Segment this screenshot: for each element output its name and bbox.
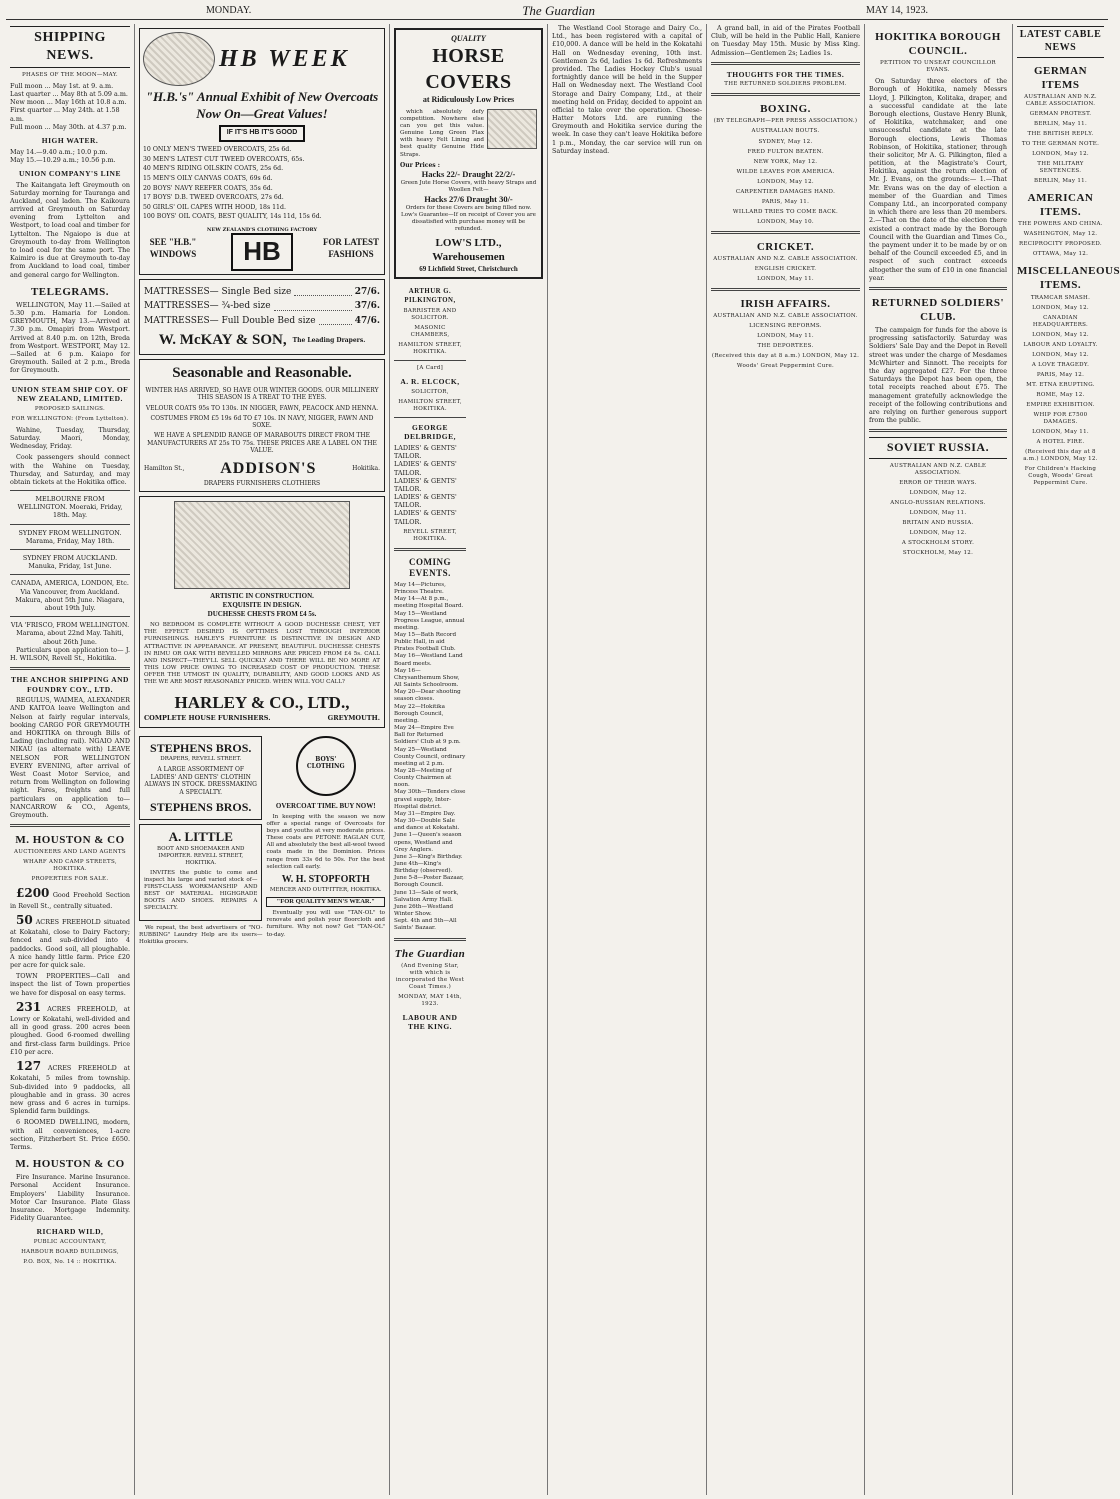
thoughts-sub: THE RETURNED SOLDIERS PROBLEM. bbox=[724, 81, 847, 88]
military-heading: THE MILITARY SENTENCES. bbox=[1037, 160, 1084, 174]
event-item: May 30—Double Sale and dance at Kokatahi. bbox=[394, 818, 460, 832]
phases-heading: PHASES OF THE MOON—MAY. bbox=[22, 71, 118, 78]
highwater-line: May 15.—10.29 a.m.; 10.56 p.m. bbox=[10, 155, 116, 164]
property-text: Good Freehold Section in Revell St., centrally situated. bbox=[10, 891, 130, 910]
anchor-text: REGULUS, WAIMEA, ALEXANDER AND KAITOA leave Wellington and Nelson at fairly regular intervals, booking CARGO FOR GREYMOUTH and HOKITIKA on through Bills of Lading (including rail). NGAIO AND NIKAU (as alternate with) LEAVE NELSON FOR WELLINGTON EVERY EVENING, after arrival of West Coast Motor Service, and return from Wellington on following night. Fares, freights and full particulars on application to— NANCARROW & CO., Agents, Greymouth. bbox=[10, 696, 130, 819]
wild-subheading: PUBLIC ACCOUNTANT, bbox=[33, 1238, 107, 1245]
column-shipping bbox=[6, 24, 134, 1495]
pilkington-chambers: MASONIC CHAMBERS, bbox=[410, 324, 450, 338]
boys-text: In keeping with the season we now offer a special range of Overcoats for boys and youths at very moderate prices. These coats are PETONE RAGLAN CUT, All and absolutely the best all-wool tweed coats made in the Dominion. Prices range from 33s 6d to 50s. For the best selection call early. bbox=[266, 813, 385, 870]
auckland-sailing: SYDNEY FROM AUCKLAND. Manuka, Friday, 1st June. bbox=[22, 554, 118, 571]
season-heading: Seasonable and Reasonable. bbox=[172, 365, 352, 382]
soviet-sub: AUSTRALIAN AND N.Z. CABLE ASSOCIATION. bbox=[889, 462, 987, 476]
masthead-title: The Guardian bbox=[522, 3, 596, 19]
houston-address: WHARF AND CAMP STREETS, HOKITIKA. bbox=[23, 859, 117, 873]
mattress-price: 27/6. bbox=[354, 286, 380, 297]
tragedy-sub: PARIS, May 12. bbox=[1036, 371, 1085, 378]
carpentier-sub: PARIS, May 11. bbox=[761, 198, 810, 205]
stopforth-ad bbox=[266, 732, 385, 950]
labour-king-heading: LABOUR AND THE KING. bbox=[402, 1012, 458, 1032]
labour-loyalty-heading: LABOUR AND LOYALTY. bbox=[1023, 341, 1098, 348]
horse-low-prices: at Ridiculously Low Prices bbox=[422, 95, 515, 105]
event-item: June 1—Queen's season opens, Westland and Grey Anglers. bbox=[394, 832, 462, 853]
event-item: May 24—Empire Eve Ball for Returned Soldiers' Club at 9 p.m. bbox=[394, 725, 461, 746]
carpentier-heading: CARPENTIER DAMAGES HAND. bbox=[735, 188, 836, 195]
phase-line: Full moon ... May 1st. at 9. a.m. bbox=[10, 81, 114, 90]
addison-right: Hokitika. bbox=[352, 465, 380, 473]
coat-item: 10 ONLY MEN'S TWEED OVERCOATS, 25s 6d. bbox=[143, 146, 292, 154]
mattress-ad bbox=[139, 279, 385, 356]
frisco-sailing: VIA 'FRISCO, FROM WELLINGTON. Marama, about 22nd May. Tahiti, about 26th June. bbox=[10, 621, 130, 646]
pilkington-name: ARTHUR G. PILKINGTON, bbox=[404, 288, 456, 305]
cable-heading: LATEST CABLE NEWS bbox=[1017, 26, 1104, 58]
property-text: TOWN PROPERTIES—Call and inspect the list of Town properties we have for disposal on easy terms. bbox=[10, 972, 130, 997]
tragedy-heading: A LOVE TRAGEDY. bbox=[1031, 361, 1090, 368]
velour-text: VELOUR COATS 95s TO 130s. IN NIGGER, FAWN, PEACOCK AND HENNA. bbox=[145, 405, 379, 412]
cough-cure: For Children's Hacking Cough, Woods' Great Peppermint Cure. bbox=[1024, 466, 1097, 487]
column-five bbox=[707, 24, 864, 1495]
english-cricket-sub: LONDON, May 11. bbox=[757, 275, 814, 282]
rsa-body: The campaign for funds for the above is progressing satisfactorily. Saturday was Soldiers' Sale Day and the Depot in Revell street was under the charge of Mesdames McWhirter and Sinnott. The receipts for the day aggregated £27. For the three Saturdays the Depot has been open, the total receipts reached about £75. The management gratefully acknowledge the receipt of the following contributions and are relying on further generous support from the public. bbox=[869, 326, 1007, 425]
mattress-price: 37/6. bbox=[354, 301, 380, 312]
hb-nz-label: NEW ZEALAND'S CLOTHING FACTORY bbox=[206, 227, 318, 234]
column-four bbox=[548, 24, 706, 1495]
hb-ad bbox=[139, 28, 385, 275]
little-text: INVITES the public to come and inspect his large and varied stock of— FIRST-CLASS WORKMANSHIP AND BEST OF MATERIAL. HIGHGRADE BOOTS AND SHOES. REPAIRS A SPECIALTY. bbox=[144, 869, 258, 912]
phase-line: New moon ... May 16th at 10.8 a.m. bbox=[10, 98, 127, 107]
horse-hacks-2: Hacks 27/6 Draught 30/- bbox=[424, 194, 513, 205]
harley-exquisite: EXQUISITE IN DESIGN. bbox=[222, 601, 302, 610]
event-item: May 25—Westland County Council, ordinary meeting at 2 p.m. bbox=[394, 746, 466, 767]
tailor-line: LADIES' & GENTS' TAILOR. bbox=[394, 509, 457, 526]
property-price: 127 bbox=[16, 1059, 42, 1074]
hotel-sub: (Received this day at 8 a.m.) LONDON, May 12. bbox=[1023, 449, 1098, 463]
union-text: The Kaitangata left Greymouth on Saturday morning for Tauranga and Auckland, coal laden. The Kaikoura arrived at Greymouth on Saturday evening from Lyttelton and Westport, to load coal and timber for Lyttelton. The Ngaiopo is due at Greymouth to-day from Wellington to load coal for the same port. The Kaimiro is due at Greymouth to-day from Auckland to load coal, timber and general cargo for Wellington. bbox=[10, 180, 130, 279]
wild-building: HARBOUR BOARD BUILDINGS, bbox=[21, 1248, 119, 1255]
highwater-line: May 14.—9.40 a.m.; 10.0 p.m. bbox=[10, 147, 108, 156]
property-text: 6 ROOMED DWELLING, modern, with all conveniences, 1-acre section, Fitzherbert St. Price £650. Terms. bbox=[10, 1118, 130, 1151]
irish-heading: IRISH AFFAIRS. bbox=[740, 297, 831, 310]
hotel-heading: A HOTEL FIRE. bbox=[1036, 438, 1085, 445]
tailor-line: LADIES' & GENTS' TAILOR. bbox=[394, 443, 457, 461]
card-label: [A Card] bbox=[416, 365, 444, 372]
guardian-date: MONDAY, MAY 14th, 1923. bbox=[398, 993, 462, 1007]
coming-events-heading: COMING EVENTS. bbox=[409, 556, 451, 579]
uss-heading: UNION STEAM SHIP COY. OF NEW ZEALAND, LIMITED. bbox=[11, 384, 129, 404]
masthead-day: MONDAY. bbox=[206, 5, 252, 17]
licensing-heading: LICENSING REFORMS. bbox=[749, 323, 822, 330]
little-footnote: We repeat, the best advertisers of "NO-RUBBING" Laundry Help are its users—Hokitika grocers. bbox=[139, 924, 263, 945]
empire-sub: LONDON, May 11. bbox=[1032, 428, 1089, 435]
boxing-sydney: SYDNEY, May 12. bbox=[758, 138, 813, 145]
sydney-sailing: SYDNEY FROM WELLINGTON. Marama, Friday, May 18th. bbox=[18, 528, 122, 545]
irish-sub: AUSTRALIAN AND N.Z. CABLE ASSOCIATION. bbox=[713, 313, 858, 320]
coat-item: 20 BOYS' NAVY REEFER COATS, 35s 6d. bbox=[143, 184, 273, 192]
willard-sub: LONDON, May 10. bbox=[757, 218, 814, 225]
phase-line: Last quarter ... May 8th at 5.09 a.m. bbox=[10, 90, 128, 99]
property-price: 231 bbox=[16, 999, 42, 1014]
boys-badge-label: BOYS' CLOTHING bbox=[306, 755, 345, 771]
column-three-body bbox=[470, 283, 543, 1034]
highwater-heading: HIGH WATER. bbox=[41, 135, 99, 145]
powers-heading: THE POWERS AND CHINA. bbox=[1018, 221, 1103, 228]
wild-address: P.O. BOX, No. 14 :: HOKITIKA. bbox=[23, 1258, 117, 1265]
property-text: ACRES FREEHOLD at Kokatahi, 5 miles from township. Sub-divided into 9 paddocks, all ploughable and in grass. 30 acres new grass and 6 acres in turnips. Splendid farm buildings. bbox=[10, 1064, 130, 1116]
thoughts-heading: THOUGHTS FOR THE TIMES. bbox=[726, 69, 845, 79]
stopforth-slogan: "FOR QUALITY MEN'S WEAR." bbox=[266, 897, 385, 907]
reciprocity-sub: OTTAWA, May 12. bbox=[1032, 251, 1089, 258]
event-item: May 30th—Tenders close gravel supply, Inter-Hospital district. bbox=[394, 789, 466, 810]
property-text: ACRES FREEHOLD situated at Kokatahi, close to Dairy Factory; fenced and sub-divided into 4 paddocks. Good soil, all ploughable. A nice handy little farm. Price £20 per acre for quick sale. bbox=[10, 917, 130, 969]
tailor-line: LADIES' & GENTS' TAILOR. bbox=[394, 476, 457, 493]
horse-image bbox=[487, 109, 537, 149]
property-text: ACRES FREEHOLD, at Lowry or Kokatahi, well-divided and all in good grass. 200 acres been ploughed. Good 6-roomed dwelling and first-class farm buildings. Price £10 per acre. bbox=[10, 1004, 130, 1056]
column-three bbox=[390, 24, 547, 1495]
misc-heading: MISCELLANEOUS ITEMS. bbox=[1017, 265, 1120, 292]
guardian-body: The Westland Cool Storage and Dairy Co., Ltd., has been registered with a capital of £10,000. A dance will be held in the Kokatahi Hall on Wednesday evening, 10th inst. Gentlemen 2s 6d, ladies 1s 6d. Refreshments provided. The Ladies Hockey Club's usual fortnightly dance will be held in the Supper Hall on Wednesday next. The Westland Cool Storage and Dairy Company, Ltd., at their meeting held on Friday, decided to appoint an official to take over the operation. Cheese-Hatter Motors Ltd. are running the Greymouth and Hokitika service during the week. In case they can't leave Hokitika before 1 p.m., Monday, the car service will run on Saturday instead. bbox=[552, 24, 702, 155]
boxing-sub: (BY TELEGRAPH—PER PRESS ASSOCIATION.) bbox=[713, 118, 858, 125]
stephens-little-ads bbox=[139, 732, 262, 950]
event-item: June 13—Sale of work, Salvation Army Hall. bbox=[394, 889, 459, 903]
mattress-label: MATTRESSES— ¾-bed size bbox=[144, 301, 271, 312]
union-heading: UNION COMPANY'S LINE bbox=[19, 168, 121, 178]
harley-text: NO BEDROOM IS COMPLETE WITHOUT A GOOD DUCHESSE CHEST, YET THE EFFECT DESIRED IS OFTTIMES LOST THROUGH INFERIOR FURNISHINGS. HARLEY'S FURNITURE IS DISTINCTIVE IN DESIGN AND ATTRACTIVE IN APPEARANCE. AT PRESENT, BEAUTIFUL DUCHESSE CHESTS IN RIMU OR OAK WITH BEVELLED MIRRORS ARE PRICED FROM £4 5s. CALL AND INSPECT—THEY'LL SELL QUICKLY AND THERE WILL BE NO MORE AT THIS LOW PRICE OWING TO INCREASED COST OF PRODUCTION. THESE OFFER THE UTMOST IN QUALITY, DURABILITY, AND GOOD LOOKS AND AS THE WE ARE MOST REASONABLY PRICED. WHEN WILL YOU CALL? bbox=[144, 622, 380, 686]
masthead-date: MAY 14, 1923. bbox=[865, 5, 928, 17]
mckay-name: W. McKAY & SON, bbox=[158, 332, 287, 349]
stephens-sub: DRAPERS, REVELL STREET. bbox=[160, 755, 242, 762]
telegrams-text: WELLINGTON, May 11.—Sailed at 5.30 p.m. Hamaria for London. GREYMOUTH, May 13.—Arrived at 7.30 p.m. Omapiri from Westport. Arrived at 8.40 p.m. on 12th, Breda from Westport. WESTPORT, May 12.—Sailed at 6 p.m. Kaiapo for Greymouth. Sailed at 2 p.m., Breda for Greymouth. bbox=[10, 300, 130, 375]
delbridge-name: GEORGE DELBRIDGE, bbox=[404, 422, 456, 442]
phase-line: First quarter ... May 24th. at 1.58 a.m. bbox=[10, 106, 120, 123]
tanol-text: Eventually you will use "TAN-OL" to renovate and polish your floorcloth and furniture. Why not now? Get "TAN-OL" to-day. bbox=[266, 910, 385, 938]
elcock-sub: SOLICITOR, bbox=[411, 388, 449, 395]
coat-item: 30 MEN'S LATEST CUT TWEED OVERCOATS, 65s. bbox=[143, 155, 305, 163]
column-six bbox=[865, 24, 1011, 1495]
fulton-sub: NEW YORK, May 12. bbox=[753, 158, 818, 165]
pilkington-sub: BARRISTER AND SOLICITOR. bbox=[403, 307, 457, 321]
boxing-heading: BOXING. bbox=[760, 103, 811, 116]
anglo-heading: ANGLO-RUSSIAN RELATIONS. bbox=[890, 499, 986, 506]
german-protest-sub: BERLIN, May 11. bbox=[1034, 120, 1087, 127]
mattress-price: 47/6. bbox=[354, 315, 380, 326]
licensing-sub: LONDON, May 11. bbox=[757, 333, 814, 340]
council-heading: HOKITIKA BOROUGH COUNCIL. bbox=[875, 31, 1001, 58]
labour-loyalty-sub: LONDON, May 12. bbox=[1032, 351, 1089, 358]
guardian-masthead: The Guardian bbox=[394, 947, 466, 960]
uss-text: Cook passengers should connect with the Wahine on Tuesday, Thursday, and Saturday, and may obtain tickets at the Hokitika office. bbox=[10, 453, 130, 486]
stockholm-heading: A STOCKHOLM STORY. bbox=[901, 539, 975, 546]
harley-art: ARTISTIC IN CONSTRUCTION. bbox=[210, 592, 314, 601]
ball-intro: A grand ball, in aid of the Pirates Football Club, will be held in the Public Hall, Kaniere on Tuesday May 15th. Music by Miss King. Admission—Gentlemen 2s; Ladies 1s. bbox=[711, 24, 860, 57]
stephens-ad bbox=[139, 736, 262, 820]
wilde-sub: LONDON, May 12. bbox=[757, 178, 814, 185]
tramcar-heading: TRAMCAR SMASH. bbox=[1030, 294, 1091, 301]
harley-heading: HARLEY & CO., LTD., bbox=[174, 693, 350, 713]
rsa-heading: RETURNED SOLDIERS' CLUB. bbox=[871, 296, 1005, 323]
guardian-sub: (And Evening Star, with which is incorporated the West Coast Times.) bbox=[395, 962, 465, 990]
events-list bbox=[394, 582, 466, 933]
horse-guarantee: Low's Guarantee—If on receipt of Cover you are dissatisfied with purchase money will be refunded. bbox=[401, 212, 536, 233]
britain-sub: LONDON, May 12. bbox=[909, 529, 967, 536]
event-item: June 26th—Westland Winter Show. bbox=[394, 903, 454, 918]
addison-ad bbox=[139, 359, 385, 492]
event-item: May 15—Bath Record Public Hall, in aid Pirates Football Club. bbox=[394, 632, 457, 653]
hb-headline: "H.B.'s" Annual Exhibit of New Overcoats Now On—Great Values! bbox=[145, 89, 379, 121]
event-item: May 15—Westland Progress League, annual meeting. bbox=[394, 610, 465, 631]
houston-subheading: AUCTIONEERS AND LAND AGENTS bbox=[14, 849, 126, 856]
reciprocity-heading: RECIPROCITY PROPOSED. bbox=[1019, 241, 1102, 248]
stopforth-name: W. H. STOPFORTH bbox=[281, 873, 370, 885]
elcock-address: HAMILTON STREET, HOKITIKA. bbox=[398, 398, 462, 412]
wilde-heading: WILDE LEAVES FOR AMERICA. bbox=[736, 168, 835, 175]
wild-heading: RICHARD WILD, bbox=[36, 1227, 104, 1237]
empire-damages: WHIP FOR £7500 DAMAGES. bbox=[1033, 411, 1088, 425]
property-price: 50 bbox=[16, 912, 33, 927]
event-item: June 5-8—Poster Bazaar, Borough Council. bbox=[394, 875, 464, 889]
empire-heading: EMPIRE EXHIBITION. bbox=[1026, 401, 1095, 408]
uss-days: Wahine, Tuesday, Thursday, Saturday. Maori, Monday, Wednesday, Friday. bbox=[10, 425, 130, 451]
harley-sub: COMPLETE HOUSE FURNISHERS. bbox=[144, 714, 271, 723]
shipping-heading: SHIPPING NEWS. bbox=[10, 26, 130, 68]
horse-green: Green Jute Horse Covers, with heavy Straps and Woollen Felt— bbox=[400, 180, 537, 194]
lows-address: 69 Lichfield Street, Christchurch bbox=[419, 264, 518, 273]
english-cricket: ENGLISH CRICKET. bbox=[754, 265, 817, 272]
property-price: £200 bbox=[16, 886, 50, 901]
little-sub: BOOT AND SHOEMAKER AND IMPORTER. REVELL STREET, HOKITIKA. bbox=[157, 845, 245, 866]
telegrams-heading: TELEGRAMS. bbox=[30, 285, 110, 298]
stephens-text: A LARGE ASSORTMENT OF LADIES' AND GENTS' CLOTHIN ALWAYS IN STOCK. DRESSMAKING A SPECIALTY. bbox=[144, 765, 257, 796]
uss-subheading: PROPOSED SAILINGS. bbox=[34, 405, 106, 412]
mckay-sub: The Leading Drapers. bbox=[292, 337, 366, 345]
uss-for: FOR WELLINGTON: (From Lyttelton). bbox=[11, 415, 129, 422]
powers-sub: WASHINGTON, May 12. bbox=[1023, 231, 1098, 238]
event-item: May 16—Chrysanthemum Show, All Saints Schoolroom. bbox=[394, 667, 460, 689]
event-item: May 31—Empire Day. bbox=[394, 810, 456, 817]
etna-sub: ROME, May 12. bbox=[1036, 391, 1085, 398]
anglo-sub: LONDON, May 11. bbox=[909, 509, 967, 516]
melbourne-sailing: MELBOURNE FROM WELLINGTON. Moeraki, Friday, 18th. May. bbox=[17, 495, 123, 520]
fulton-heading: FRED FULTON BEATEN. bbox=[747, 148, 824, 155]
cricket-heading: CRICKET. bbox=[756, 240, 815, 253]
harley-town: GREYMOUTH. bbox=[327, 714, 380, 723]
phases-list bbox=[10, 82, 130, 131]
to-german-note: TO THE GERMAN NOTE. bbox=[1021, 140, 1100, 147]
coat-item: 17 BOYS' D.B. TWEED OVERCOATS, 27s 6d. bbox=[143, 194, 284, 202]
pilkington-address: HAMILTON STREET, HOKITIKA. bbox=[398, 341, 462, 355]
delbridge-address: REVELL STREET, HOKITIKA. bbox=[403, 528, 457, 542]
canadian-sub: LONDON, May 12. bbox=[1032, 331, 1089, 338]
column-ads-left bbox=[135, 24, 389, 1495]
properties-heading: PROPERTIES FOR SALE. bbox=[31, 876, 109, 883]
harley-ad bbox=[139, 496, 385, 727]
addison-left: Hamilton St., bbox=[144, 465, 185, 473]
etna-heading: MT. ETNA ERUPTING. bbox=[1026, 381, 1095, 388]
hb-logo: HB bbox=[231, 233, 293, 270]
event-item: May 22—Hokitika Borough Council, meeting. bbox=[394, 703, 445, 724]
tailor-line: LADIES' & GENTS' TAILOR. bbox=[394, 460, 457, 477]
canadian-heading: CANADIAN HEADQUARTERS. bbox=[1032, 314, 1089, 328]
coat-item: 15 MEN'S OILY CANVAS COATS, 69s 6d. bbox=[143, 175, 273, 183]
council-sub: PETITION TO UNSEAT COUNCILLOR EVANS. bbox=[880, 60, 996, 74]
horse-text: which absolutely defy competition. Nowhere else can you get this value. Genuine Long Green Flax with heavy Felt Lining and best quality Genuine Hide Straps. bbox=[400, 108, 484, 158]
error-heading: ERROR OF THEIR WAYS. bbox=[899, 479, 977, 486]
deportees-sub: (Received this day at 8 a.m.) LONDON, May 12. bbox=[711, 353, 860, 360]
hb-latest-fashions: FOR LATEST FASHIONS bbox=[322, 237, 380, 259]
event-item: May 14—Pictures, Princess Theatre. bbox=[394, 581, 446, 596]
event-item: May 14—At 8 p.m., meeting Hospital Board. bbox=[394, 596, 464, 610]
masthead bbox=[6, 4, 1108, 20]
addison-sub: DRAPERS FURNISHERS CLOTHIERS bbox=[203, 479, 321, 487]
stephens-heading-2: STEPHENS BROS. bbox=[150, 799, 252, 814]
boys-overcoat-time: OVERCOAT TIME. BUY NOW! bbox=[275, 801, 376, 810]
horse-our-prices: Our Prices : bbox=[400, 161, 440, 169]
addison-name: ADDISON'S bbox=[220, 460, 317, 478]
duchesse-chest-image bbox=[174, 501, 350, 589]
horse-orders: Orders for these Covers are being filled now. bbox=[405, 205, 532, 212]
coat-item: 40 MEN'S RIDING OILSKIN COATS, 25s 6d. bbox=[143, 165, 284, 173]
mattress-label: MATTRESSES— Single Bed size bbox=[144, 286, 292, 297]
soviet-heading: SOVIET RUSSIA. bbox=[869, 437, 1007, 458]
insurance-text: Fire Insurance. Marine Insurance. Personal Accident Insurance. Employers' Liability Insurance. Motor Car Insurance. Plate Glass Insurance. Mortgage Indemnity. Fidelity Guarantee. bbox=[10, 1173, 130, 1223]
event-item: Sept. 4th and 5th—All Saints' Bazaar. bbox=[394, 918, 457, 932]
military-sub: BERLIN, May 11. bbox=[1034, 178, 1087, 185]
cable-association: AUSTRALIAN AND N.Z. CABLE ASSOCIATION. bbox=[1024, 93, 1097, 107]
elcock-name: A. R. ELCOCK, bbox=[400, 377, 460, 387]
anchor-heading: THE ANCHOR SHIPPING AND FOUNDRY COY., LTD. bbox=[11, 675, 129, 694]
event-item: June 4th—King's Birthday (observed). bbox=[394, 861, 453, 875]
deportees-heading: THE DEPORTEES. bbox=[757, 343, 814, 350]
canada-sailing: CANADA, AMERICA, LONDON, Etc. Via Vancouver, from Auckland. Makura, about 5th June. Niagara, about 19th July. bbox=[11, 579, 129, 612]
boys-clothing-badge bbox=[296, 736, 356, 796]
harley-duchesse: DUCHESSE CHESTS FROM £4 5s. bbox=[207, 610, 317, 619]
horse-covers-heading: HORSE COVERS bbox=[425, 45, 512, 93]
newspaper-page bbox=[6, 3, 1120, 1495]
horse-hacks: Hacks 22/- Draught 22/2/- bbox=[421, 169, 516, 180]
mattress-label: MATTRESSES— Full Double Bed size bbox=[144, 315, 316, 326]
professional-cards bbox=[394, 283, 466, 1034]
coat-item: 100 BOYS' OIL COATS, BEST QUALITY, 14s 11d, 15s 6d. bbox=[143, 213, 322, 221]
costumes-text: COSTUMES FROM £5 19s 6d TO £7 10s. IN NAVY, NIGGER, FAWN AND SOXE. bbox=[150, 414, 374, 430]
little-ad bbox=[139, 824, 262, 921]
error-sub: LONDON, May 12. bbox=[909, 489, 967, 496]
event-item: June 3—King's Birthday. bbox=[394, 853, 463, 860]
german-heading: GERMAN ITEMS bbox=[1033, 64, 1088, 91]
lows-name: LOW'S LTD., Warehousemen bbox=[432, 237, 505, 264]
cricket-sub: AUSTRALIAN AND N.Z. CABLE ASSOCIATION. bbox=[713, 255, 858, 262]
boxing-australian: AUSTRALIAN BOUTS. bbox=[751, 128, 820, 135]
hb-stamp-image bbox=[143, 32, 215, 86]
willard-heading: WILLARD TRIES TO COME BACK. bbox=[732, 208, 839, 215]
particulars: Particulars upon application to— J. H. WILSON, Revell St., Hokitika. bbox=[10, 645, 130, 662]
little-heading: A. LITTLE bbox=[168, 828, 233, 844]
column-cables bbox=[1012, 24, 1120, 1495]
horse-covers-ad bbox=[394, 28, 543, 279]
houston2-heading: M. HOUSTON & CO bbox=[15, 1158, 125, 1171]
houston-heading: M. HOUSTON & CO bbox=[15, 834, 125, 847]
event-item: May 20—Dear shooting season closes. bbox=[394, 689, 461, 703]
woods-cure: Woods' Great Peppermint Cure. bbox=[736, 363, 835, 370]
coat-item: 50 GIRLS' OIL CAPES WITH HOOD, 18s 11d. bbox=[143, 203, 286, 211]
season-text: WINTER HAS ARRIVED, SO HAVE OUR WINTER GOODS. OUR MILLINERY THIS SEASON IS A TREAT TO THE EYES. bbox=[145, 386, 379, 402]
britain-heading: BRITAIN AND RUSSIA. bbox=[902, 519, 974, 526]
to-german-sub: LONDON, May 12. bbox=[1032, 150, 1089, 157]
british-reply: THE BRITISH REPLY. bbox=[1027, 130, 1094, 137]
hb-week-title: HB WEEK bbox=[219, 45, 350, 72]
tailor-line: LADIES' & GENTS' TAILOR. bbox=[394, 493, 457, 510]
event-item: May 16—Westland Land Board meets. bbox=[394, 653, 463, 667]
stockholm-sub: STOCKHOLM, May 12. bbox=[902, 549, 974, 556]
hb-see-windows: SEE "H.B." WINDOWS bbox=[149, 237, 197, 259]
tramcar-sub: LONDON, May 12. bbox=[1032, 304, 1089, 311]
stephens-heading: STEPHENS BROS. bbox=[150, 740, 252, 755]
quality-label: QUALITY bbox=[451, 34, 486, 43]
council-body: On Saturday three electors of the Borough of Hokitika, namely Messrs Lloyd, J. Pilkington, Kolitaka, draper, and a successful candidate at the late Borough elections, Gustave Henry Blunk, of Hokitika, watchmaker, and one unsuccessful candidate at the late Borough elections, Lewis Thomas Robinson, of Hokitika, stationer, through their solicitor, Mr A. G. Pilkington, filed a petition, at the Magistrate's Court, Hokitika, against the return election of Mr. J. Evans, on the grounds:— 1.—That Mr. Evans was on the day of election a member of the Guardian and Times Company Ltd., an incorporated company in which there are less than 20 members. 2.—That on the date of the election there existed a contract made by the Borough Council with the Guardian and Times Co., the payment under it to be made by or on behalf of the Council exceeded £5, and in respect of such contract exceeds altogether the sum of £10 in one financial year. bbox=[869, 77, 1007, 282]
hb-slogan-badge: IF IT'S HB IT'S GOOD bbox=[219, 125, 306, 142]
event-item: May 28—Meeting of County Chairmen at noon. bbox=[394, 767, 452, 789]
stopforth-sub: MERCER AND OUTFITTER, HOKITIKA. bbox=[269, 886, 382, 893]
marabout-text: WE HAVE A SPLENDID RANGE OF MARABOUTS DIRECT FROM THE MANUFACTURERS AT 25s TO 75s. THESE PRICES ARE A LABEL ON THE VALUE. bbox=[147, 432, 377, 455]
phase-line: Full moon ... May 30th. at 4.37 p.m. bbox=[10, 122, 127, 131]
american-heading: AMERICAN ITEMS. bbox=[1027, 192, 1094, 219]
german-protest: GERMAN PROTEST. bbox=[1029, 110, 1092, 117]
